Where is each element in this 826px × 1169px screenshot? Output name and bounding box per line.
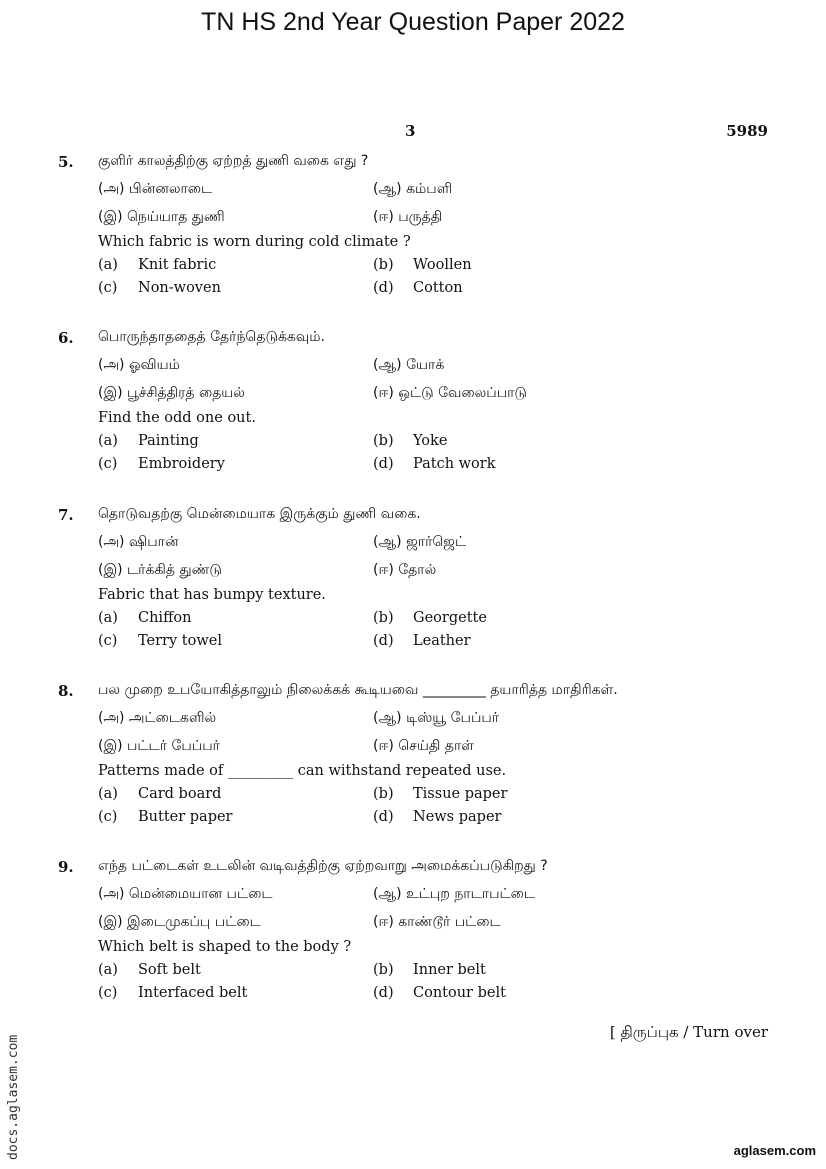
tamil-option-b: (ஆ) டிஸ்யூ பேப்பர் <box>373 710 500 726</box>
option-text-d: Leather <box>413 633 471 649</box>
option-text-b: Woollen <box>413 257 472 273</box>
tamil-option-a: (அ) பின்னலாடை <box>98 181 213 197</box>
tamil-option-c: (இ) டர்க்கித் துண்டு <box>98 562 222 578</box>
option-text-a: Knit fabric <box>138 257 217 273</box>
paper-code: 5989 <box>726 122 768 140</box>
option-label-c: (c) <box>98 809 118 825</box>
tamil-option-c: (இ) இடைமுகப்பு பட்டை <box>98 914 261 930</box>
option-label-b: (b) <box>373 786 394 802</box>
option-label-d: (d) <box>373 809 394 825</box>
option-text-b: Inner belt <box>413 962 486 978</box>
option-label-a: (a) <box>98 786 118 802</box>
option-text-d: Contour belt <box>413 985 506 1001</box>
option-text-a: Painting <box>138 433 199 449</box>
question-number: 5. <box>58 153 74 171</box>
option-label-c: (c) <box>98 280 118 296</box>
tamil-option-d: (ஈ) ஒட்டு வேலைப்பாடு <box>373 385 527 401</box>
tamil-option-a: (அ) மென்மையான பட்டை <box>98 886 273 902</box>
turn-over-note: [ திருப்புக / Turn over <box>609 1023 768 1041</box>
option-text-a: Soft belt <box>138 962 201 978</box>
tamil-option-c: (இ) பூச்சித்திரத் தையல் <box>98 385 245 401</box>
brand-logo-text[interactable]: aglasem.com <box>733 1143 816 1158</box>
tamil-option-d: (ஈ) காண்டூர் பட்டை <box>373 914 501 930</box>
option-label-a: (a) <box>98 257 118 273</box>
english-question-text: Patterns made of _________ can withstand repeated use. <box>98 763 507 779</box>
tamil-question-text: பல முறை உபயோகித்தாலும் நிலைக்கக் கூடியவை _________ தயாரித்த மாதிரிகள். <box>98 682 618 698</box>
option-text-d: Cotton <box>413 280 463 296</box>
tamil-option-a: (அ) அட்டைகளில் <box>98 710 217 726</box>
tamil-question-text: எந்த பட்டைகள் உடலின் வடிவத்திற்கு ஏற்றவாறு அமைக்கப்படுகிறது ? <box>98 858 548 874</box>
question-number: 7. <box>58 506 74 524</box>
question-number: 6. <box>58 329 74 347</box>
english-question-text: Which fabric is worn during cold climate ? <box>98 234 411 250</box>
option-label-b: (b) <box>373 433 394 449</box>
option-text-a: Chiffon <box>138 610 192 626</box>
option-text-d: News paper <box>413 809 502 825</box>
tamil-option-d: (ஈ) பருத்தி <box>373 209 443 225</box>
option-text-c: Terry towel <box>138 633 222 649</box>
option-label-c: (c) <box>98 456 118 472</box>
english-question-text: Fabric that has bumpy texture. <box>98 587 326 603</box>
option-label-d: (d) <box>373 280 394 296</box>
option-label-c: (c) <box>98 985 118 1001</box>
option-label-d: (d) <box>373 456 394 472</box>
option-label-d: (d) <box>373 985 394 1001</box>
option-text-c: Embroidery <box>138 456 225 472</box>
option-text-b: Yoke <box>413 433 448 449</box>
tamil-option-b: (ஆ) யோக் <box>373 357 445 373</box>
option-label-b: (b) <box>373 610 394 626</box>
question-number: 9. <box>58 858 74 876</box>
option-text-d: Patch work <box>413 456 496 472</box>
question-number: 8. <box>58 682 74 700</box>
tamil-option-d: (ஈ) தோல் <box>373 562 437 578</box>
tamil-question-text: தொடுவதற்கு மென்மையாக இருக்கும் துணி வகை. <box>98 506 421 522</box>
option-text-c: Interfaced belt <box>138 985 248 1001</box>
option-label-d: (d) <box>373 633 394 649</box>
option-label-a: (a) <box>98 610 118 626</box>
option-label-c: (c) <box>98 633 118 649</box>
option-label-b: (b) <box>373 257 394 273</box>
tamil-option-d: (ஈ) செய்தி தாள் <box>373 738 474 754</box>
tamil-option-c: (இ) நெய்யாத துணி <box>98 209 225 225</box>
tamil-option-b: (ஆ) உட்புற நாடாபட்டை <box>373 886 536 902</box>
option-text-b: Georgette <box>413 610 487 626</box>
english-question-text: Find the odd one out. <box>98 410 256 426</box>
tamil-option-a: (அ) ஷிபான் <box>98 534 179 550</box>
tamil-question-text: குளிர் காலத்திற்கு ஏற்றத் துணி வகை எது ? <box>98 153 369 169</box>
option-text-b: Tissue paper <box>413 786 508 802</box>
watermark-text: docs.aglasem.com <box>6 1034 21 1160</box>
tamil-option-c: (இ) பட்டர் பேப்பர் <box>98 738 220 754</box>
option-label-a: (a) <box>98 433 118 449</box>
option-label-b: (b) <box>373 962 394 978</box>
english-question-text: Which belt is shaped to the body ? <box>98 939 352 955</box>
document-title: TN HS 2nd Year Question Paper 2022 <box>201 8 625 36</box>
option-text-c: Non-woven <box>138 280 221 296</box>
tamil-option-b: (ஆ) ஜார்ஜெட் <box>373 534 467 550</box>
option-label-a: (a) <box>98 962 118 978</box>
tamil-option-b: (ஆ) கம்பளி <box>373 181 453 197</box>
tamil-question-text: பொருந்தாததைத் தேர்ந்தெடுக்கவும். <box>98 329 325 345</box>
option-text-a: Card board <box>138 786 222 802</box>
tamil-option-a: (அ) ஓவியம் <box>98 357 180 373</box>
page-number: 3 <box>405 122 416 140</box>
option-text-c: Butter paper <box>138 809 233 825</box>
